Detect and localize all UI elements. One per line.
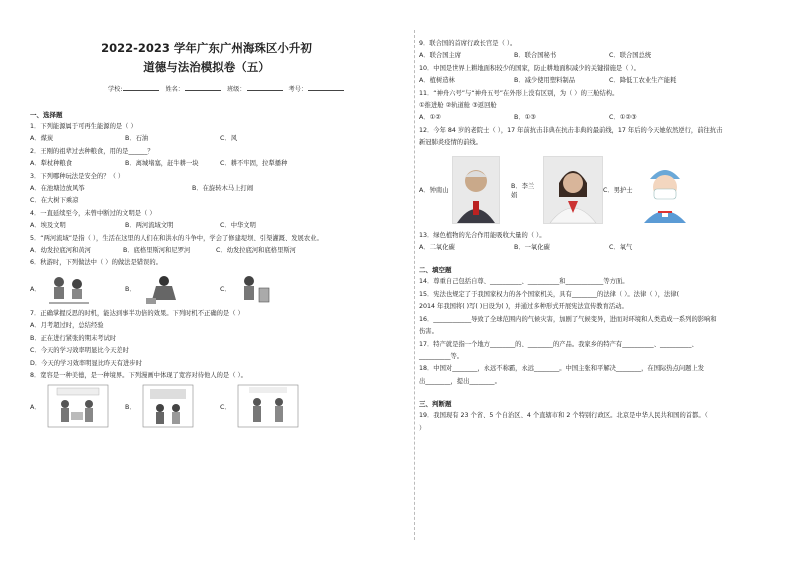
option[interactable]: A．二氧化碳: [419, 244, 455, 252]
option[interactable]: A．联合国主席: [419, 52, 462, 60]
option-label: A．钟南山: [419, 187, 449, 195]
question-16: 16．____________导致了全球范围内的气候灾害，加剧了气候变异，进而对环境和人类造成一系列的影响和: [419, 315, 717, 323]
option[interactable]: A．月考超过时，总结经验: [30, 322, 104, 330]
nurse-cartoon: [636, 157, 694, 223]
option-c[interactable]: [220, 384, 315, 428]
option[interactable]: C．今天的学习效率明显比今天差时: [30, 347, 129, 355]
name-blank[interactable]: [185, 90, 221, 91]
question-1-options: [30, 133, 383, 145]
option-label: A．: [30, 403, 41, 411]
option[interactable]: B．一氧化碳: [514, 244, 550, 252]
question-9-options: [419, 50, 780, 62]
question-18-continued: 出________，提出________。: [419, 377, 501, 385]
option-label: B．: [125, 403, 136, 411]
question-11-parts: [419, 100, 780, 112]
question-16-continued: 伤害。: [419, 328, 438, 336]
question-5: 5．“两河流域”是指（ ），生活在这里的人们在和洪水的斗争中，学会了修建堤坝、引渠灌溉、发展农业。: [30, 234, 323, 242]
question-12-options: [419, 152, 780, 228]
question-7: 7．正确掌握反思的时机，能达到事半功倍的效果。下列时机不正确的是（ ）: [30, 309, 244, 317]
option-label: A．: [30, 286, 41, 294]
option[interactable]: A．煤炭: [30, 135, 54, 143]
option[interactable]: A．植树造林: [419, 77, 455, 85]
part: ②轨道舱: [445, 102, 471, 110]
section-title: 一、选择题: [30, 111, 63, 119]
littering-illustration: [142, 272, 182, 306]
option[interactable]: C．幼发拉底河和底格里斯河: [216, 247, 296, 255]
option[interactable]: A．在池塘边放风筝: [30, 185, 85, 193]
class-label: 班级：: [226, 86, 246, 93]
option-label: B．李兰娟: [511, 182, 535, 199]
question-13-options: [419, 242, 780, 254]
option[interactable]: D．今天的学习效率明显比昨天有进步时: [30, 359, 142, 367]
question-9: 9．联合国的首席行政长官是（ ）。: [419, 40, 517, 47]
part: ③返回舱: [472, 102, 497, 110]
question-10: 10．中国是世界上耕地面积较少的国家，防止耕地面积减少的关键措施是（ ）。: [419, 64, 640, 72]
question-3: 3．下列哪种玩法是安全的？（ ）: [30, 172, 125, 180]
right-page: [397, 0, 794, 562]
option[interactable]: C．风: [220, 135, 237, 143]
part: ①推进舱: [419, 102, 444, 110]
section-title: 三、判断题: [419, 400, 452, 409]
question-1: 1．下列能源属于可再生能源的是（ ）: [30, 123, 137, 130]
school-blank[interactable]: [123, 90, 159, 91]
option[interactable]: B．离城堵塞，赶牛耕一块: [125, 160, 199, 168]
cartoon-a-illustration: [47, 384, 109, 428]
student-info-line: [108, 84, 383, 93]
question-18: 18．中国对________，永远不称霸，永远________。中国主张和平解决________，在国际热点问题上发: [419, 365, 705, 373]
option[interactable]: B．减少使用塑料制品: [514, 77, 575, 85]
option-a[interactable]: [419, 156, 511, 224]
cartoon-b-illustration: [142, 384, 194, 428]
cartoon-c-illustration: [237, 384, 299, 428]
question-8: 8．宽容是一种美德，是一种境界。下列漫画中体现了宽容对待他人的是（ ）。: [30, 371, 247, 379]
question-4-options: [30, 220, 383, 232]
option[interactable]: A．埃及文明: [30, 222, 66, 230]
option[interactable]: A．犁杖种粮食: [30, 160, 73, 168]
number-blank[interactable]: [308, 90, 344, 91]
option[interactable]: C．氧气: [609, 244, 633, 252]
option[interactable]: C．耕不牢固，拉犁播种: [220, 160, 288, 168]
option[interactable]: C．在大树下乘凉: [30, 197, 79, 205]
section-title: 二、填空题: [419, 266, 452, 275]
question-11: 11．“神舟六号”与“神舟五号”在外形上没有区别，为（ ）的三舱结构。: [419, 89, 619, 97]
name-label: 姓名：: [165, 86, 184, 93]
kids-picnic-illustration: [47, 272, 91, 306]
number-label: 考号：: [288, 86, 308, 93]
question-19: 19．我国现有 23 个省、5 个自治区、4 个直辖市和 2 个特别行政区。北京是中华人民共和国的首都。（: [419, 412, 708, 420]
option-c[interactable]: [603, 157, 695, 223]
option[interactable]: B．石油: [125, 135, 149, 143]
option-label: C．: [220, 403, 231, 411]
school-label: 学校:: [108, 86, 123, 93]
exam-subtitle: 道德与法治模拟卷（五）: [143, 60, 270, 74]
question-12-continued: 新冠肺炎疫情的前线。: [419, 139, 482, 147]
option[interactable]: B．①③: [514, 114, 536, 122]
option-label: C．男护士: [603, 187, 633, 195]
option[interactable]: B．两河流域文明: [125, 222, 174, 230]
option-b[interactable]: [125, 272, 220, 306]
question-3-options: [30, 183, 383, 195]
question-14: 14．尊重自己包括自尊、__________、__________和____________等方面。: [419, 278, 629, 286]
portrait-photo: [543, 156, 603, 224]
question-6: 6．秋游时，下列做法中（ ）的做法是错误的。: [30, 259, 162, 267]
question-15-continued: 2014 年我国将( )写( )日设为( )，并通过多种形式开展宪法宣传教育活动。: [419, 303, 628, 311]
question-15: 15．宪法也规定了于我国家权力的各个国家机关，具有________的法律（ ）。法律（ ），法律(: [419, 290, 680, 298]
question-10-options: [419, 75, 780, 87]
option[interactable]: C．中华文明: [220, 222, 256, 230]
option[interactable]: A．①②: [419, 114, 441, 122]
option[interactable]: A．幼发拉底河和黄河: [30, 247, 91, 255]
option[interactable]: B．在旋转木马上打闹: [192, 185, 253, 193]
option[interactable]: B．联合国秘书: [514, 52, 557, 60]
portrait-photo: [452, 156, 500, 224]
question-19-continued: ）: [419, 424, 426, 432]
question-8-options: [30, 382, 383, 430]
option[interactable]: B．底格里斯河和尼罗河: [123, 247, 191, 255]
question-11-options: [419, 112, 780, 124]
trash-bin-illustration: [237, 272, 273, 306]
option-label: C．: [220, 286, 231, 294]
exam-title: 2022-2023 学年广东广州海珠区小升初: [101, 41, 312, 55]
option[interactable]: C．①②③: [609, 114, 637, 122]
question-6-options: [30, 270, 383, 308]
option[interactable]: B．正在进行紧张的期末考试时: [30, 334, 117, 342]
question-2-options: [30, 158, 383, 170]
question-5-options: [30, 245, 383, 257]
question-17-continued: __________等。: [419, 352, 464, 360]
question-12: 12．今年 84 岁的老院士（ ），17 年前抗击非典在抗击非典的最前线，17 年后的今天她依然逆行，前往抗击: [419, 126, 723, 134]
option[interactable]: C．降低工农业生产能耗: [609, 77, 677, 85]
question-2: 2．王刚的祖辈过去种粮食，用的是______？: [30, 147, 154, 155]
option[interactable]: C．联合国总统: [609, 52, 652, 60]
option-a[interactable]: [30, 384, 125, 428]
option-c[interactable]: [220, 272, 315, 306]
option-a[interactable]: [30, 272, 125, 306]
option-label: B．: [125, 286, 136, 294]
question-13: 13．绿色植物的光合作用能吸收大量的（ ）。: [419, 231, 546, 239]
class-blank[interactable]: [247, 90, 283, 91]
option-b[interactable]: [125, 384, 220, 428]
option-b[interactable]: [511, 156, 603, 224]
question-17: 17．特产就是指一个地方________的、________的产品。我家乡的特产有__________、__________、: [419, 340, 698, 348]
question-4: 4．一直延续至今，未曾中断过的文明是（ ）: [30, 209, 156, 217]
